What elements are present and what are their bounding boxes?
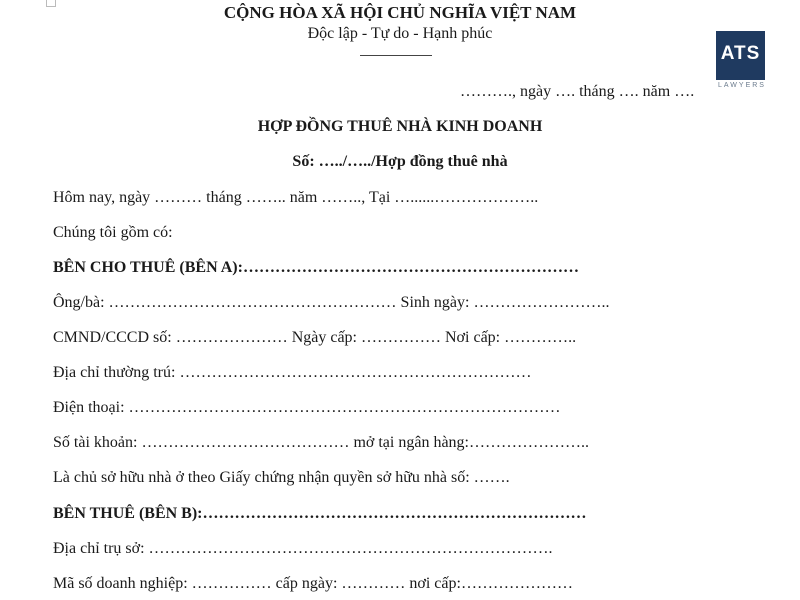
party-b-tax-line: Mã số doanh nghiệp: …………… cấp ngày: ………… nơi cấp:…………………: [53, 575, 573, 592]
party-a-heading: BÊN CHO THUÊ (BÊN A):………………………………………………………: [53, 259, 579, 276]
party-a-ownership-line: Là chủ sở hữu nhà ở theo Giấy chứng nhận quyền sở hữu nhà số: …….: [53, 469, 510, 486]
party-a-name-line: Ông/bà: ……………………………………………… Sinh ngày: ……………………..: [53, 294, 610, 311]
parties-intro: Chúng tôi gồm có:: [53, 224, 173, 241]
date-line: ………., ngày …. tháng …. năm ….: [460, 83, 695, 100]
party-b-heading: BÊN THUÊ (BÊN B):………………………………………………………………: [53, 505, 587, 522]
party-a-id-line: CMND/CCCD số: ………………… Ngày cấp: …………… Nơi cấp: …………..: [53, 329, 577, 346]
contract-title: HỢP ĐỒNG THUÊ NHÀ KINH DOANH: [257, 118, 543, 135]
intro-line: Hôm nay, ngày ……… tháng …….. năm …….., Tại …......………………..: [53, 189, 539, 206]
party-b-office-line: Địa chỉ trụ sở: ………………………………………………………………….: [53, 540, 553, 557]
logo-text: ATS: [720, 43, 761, 64]
party-a-phone-line: Điện thoại: ………………………………………………………………………: [53, 399, 561, 416]
logo-subtext: LAWYERS: [718, 82, 766, 89]
motto: Độc lập - Tự do - Hạnh phúc: [307, 25, 493, 42]
ats-logo: [716, 31, 765, 80]
contract-number: Số: …../…../Hợp đồng thuê nhà: [292, 153, 508, 170]
party-a-address-line: Địa chỉ thường trú: …………………………………………………………: [53, 364, 532, 381]
motto-underline: [360, 55, 432, 56]
country-heading: CỘNG HÒA XÃ HỘI CHỦ NGHĨA VIỆT NAM: [223, 3, 577, 22]
party-a-bank-line: Số tài khoản: ………………………………… mở tại ngân hàng:…………………..: [53, 434, 589, 451]
